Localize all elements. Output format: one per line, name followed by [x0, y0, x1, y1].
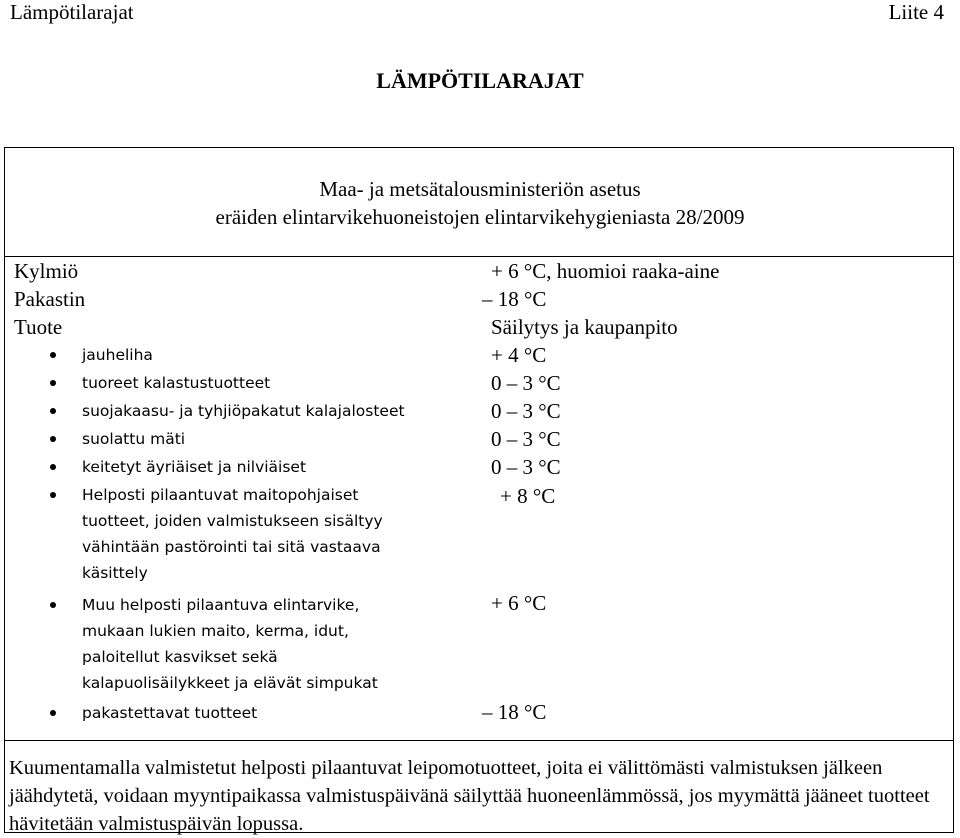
page-title: LÄMPÖTILARAJAT: [376, 68, 584, 93]
divider-bottom: [4, 740, 954, 741]
row-freezer-label: Pakastin: [14, 287, 86, 311]
row-fridge-value: + 6 °C, huomioi raaka-aine: [491, 259, 720, 283]
bullet-icon: [50, 464, 56, 470]
item-temp: 0 – 3 °C: [491, 455, 561, 479]
row-product-label: Tuote: [14, 315, 63, 339]
bullet-icon: [50, 492, 56, 498]
bullet-icon: [50, 710, 56, 716]
bullet-icon: [50, 436, 56, 442]
decree-line-1: Maa- ja metsätalousministeriön asetus: [319, 177, 641, 201]
item-text: tuoreet kalastustuotteet: [82, 374, 271, 392]
item-text: suojakaasu- ja tyhjiöpakatut kalajalosteet: [82, 402, 405, 420]
item-text: suolattu mäti: [82, 430, 186, 448]
bullet-icon: [50, 602, 56, 608]
bullet-icon: [50, 408, 56, 414]
item-temp: + 8 °C: [500, 484, 556, 508]
header-title: Lämpötilarajat: [10, 0, 134, 24]
item-text: pakastettavat tuotteet: [82, 704, 258, 722]
item-text: keitetyt äyriäiset ja nilviäiset: [82, 458, 307, 476]
row-fridge-label: Kylmiö: [14, 259, 79, 283]
item-temp: + 4 °C: [491, 343, 547, 367]
row-product-value: Säilytys ja kaupanpito: [491, 315, 678, 339]
item-temp: + 6 °C: [491, 591, 547, 615]
item-temp: 0 – 3 °C: [491, 399, 561, 423]
item-temp: 0 – 3 °C: [491, 371, 561, 395]
item-temp: – 18 °C: [482, 700, 547, 724]
item-text: Helposti pilaantuvat maitopohjaiset tuotteet, joiden valmistukseen sisältyy vähintään pastörointi tai sitä vastaava käsittely: [82, 486, 383, 582]
decree-line-2: eräiden elintarvikehuoneistojen elintarvikehygieniasta 28/2009: [215, 205, 745, 229]
item-temp: 0 – 3 °C: [491, 427, 561, 451]
bullet-icon: [50, 352, 56, 358]
item-text: Muu helposti pilaantuva elintarvike, mukaan lukien maito, kerma, idut, paloitellut kasvikset sekä kalapuolisäilykkeet ja elävät simpukat: [82, 596, 378, 692]
item-text: jauheliha: [82, 346, 153, 364]
bullet-icon: [50, 380, 56, 386]
footnote: Kuumentamalla valmistetut helposti pilaantuvat leipomotuotteet, joita ei välittömästi valmistuksen jälkeen jäähdytetä, voidaan myyntipaikassa valmistuspäivänä säilyttää huoneenlämmössä, jos myymättä jääneet tuotteet hävitetään valmistuspäivän lopussa.: [9, 757, 930, 835]
row-freezer-value: – 18 °C: [482, 287, 547, 311]
divider-top: [4, 256, 954, 257]
header-appendix: Liite 4: [888, 0, 944, 24]
